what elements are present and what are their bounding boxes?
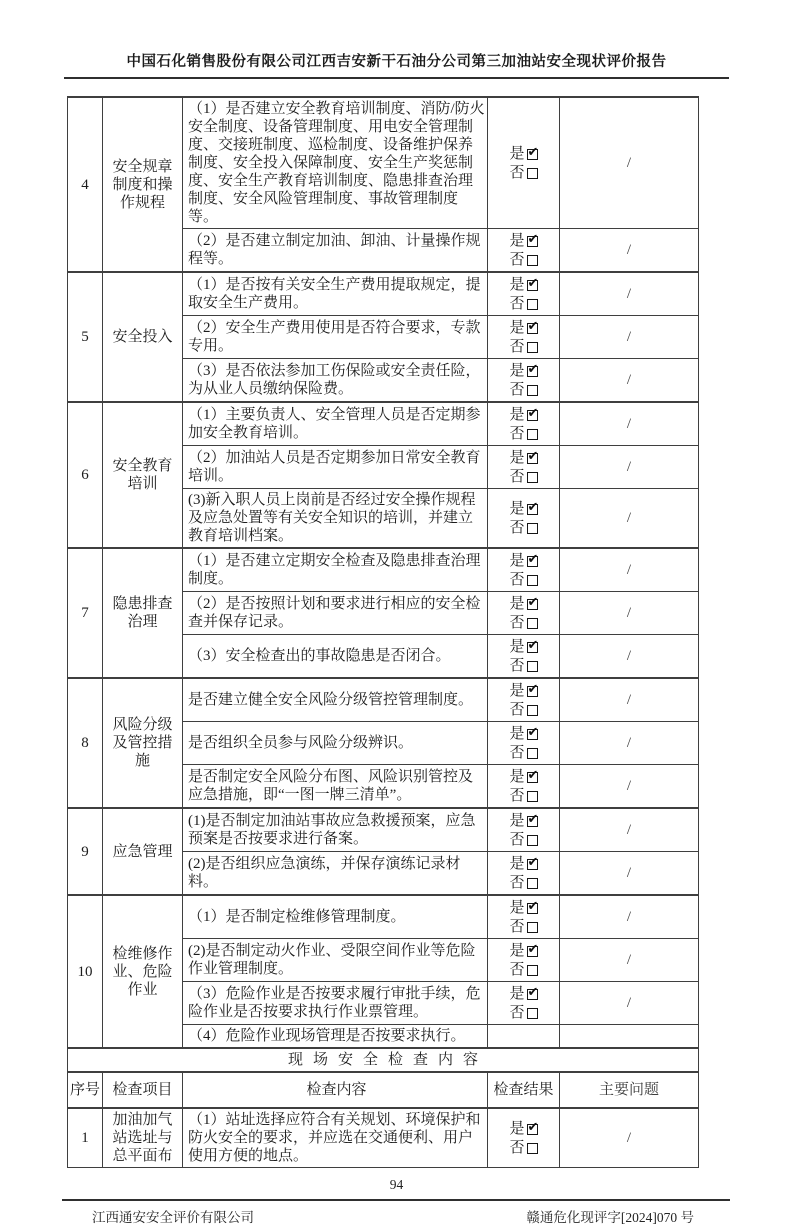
result-checkbox-group <box>509 231 537 269</box>
result-checkbox-group <box>509 898 537 936</box>
checkbox-yes-checked-icon <box>527 642 538 653</box>
row-number-cell: 8 <box>68 678 103 808</box>
problem-cell: / <box>560 982 699 1025</box>
result-no-label: 否 <box>509 701 525 718</box>
document-footer <box>62 1201 730 1226</box>
checkbox-yes-checked-icon <box>527 989 538 1000</box>
problem-cell: / <box>560 852 699 896</box>
result-no-label: 否 <box>509 961 525 978</box>
content-cell: （1）是否建立安全教育培训制度、消防/防火安全制度、设备管理制度、用电安全管理制度、交接班制度、巡检制度、设备维护保养制度、安全投入保障制度、安全生产奖惩制度、安全生产教育培训制度、隐患排查治理制度、安全风险管理制度、事故管理制度等。 <box>183 97 488 229</box>
result-cell <box>488 808 560 852</box>
checkbox-no-unchecked-icon <box>527 705 538 716</box>
result-no-line <box>509 830 537 849</box>
result-checkbox-group <box>509 499 537 537</box>
result-yes-label: 是 <box>509 362 525 379</box>
result-no-label: 否 <box>509 1139 525 1156</box>
content-cell: （3）危险作业是否按要求履行审批手续，危险作业是否按要求执行作业票管理。 <box>183 982 488 1025</box>
result-checkbox-group <box>509 854 537 892</box>
result-no-label: 否 <box>509 295 525 312</box>
result-no-label: 否 <box>509 381 525 398</box>
problem-cell: / <box>560 895 699 939</box>
result-no-line <box>509 250 537 269</box>
item-cell: 检维修作业、危险作业 <box>103 895 183 1048</box>
checkbox-yes-checked-icon <box>527 236 538 247</box>
result-yes-label: 是 <box>509 682 525 699</box>
result-checkbox-group <box>509 318 537 356</box>
result-no-label: 否 <box>509 831 525 848</box>
result-no-line <box>509 1138 537 1157</box>
checkbox-no-unchecked-icon <box>527 1143 538 1154</box>
result-yes-line <box>509 767 537 786</box>
checkbox-no-unchecked-icon <box>527 575 538 586</box>
problem-cell: / <box>560 229 699 273</box>
checkbox-no-unchecked-icon <box>527 255 538 266</box>
content-cell: 是否组织全员参与风险分级辨识。 <box>183 722 488 765</box>
problem-cell: / <box>560 939 699 982</box>
row-number-cell: 9 <box>68 808 103 895</box>
result-no-line <box>509 743 537 762</box>
result-no-line <box>509 294 537 313</box>
result-no-line <box>509 163 537 182</box>
result-cell <box>488 316 560 359</box>
result-cell <box>488 359 560 403</box>
item-cell: 安全教育培训 <box>103 402 183 548</box>
checkbox-yes-checked-icon <box>527 599 538 610</box>
result-checkbox-group <box>509 1119 537 1157</box>
result-yes-line <box>509 1119 537 1138</box>
check-row <box>68 1108 699 1168</box>
result-no-line <box>509 1003 537 1022</box>
content-cell: (2)是否组织应急演练，并保存演练记录材料。 <box>183 852 488 896</box>
result-no-line <box>509 786 537 805</box>
result-cell <box>488 852 560 896</box>
result-yes-line <box>509 499 537 518</box>
checkbox-yes-checked-icon <box>527 366 538 377</box>
result-no-label: 否 <box>509 657 525 674</box>
content-cell: (3)新入职人员上岗前是否经过安全操作规程及应急处置等有关安全知识的培训，并建立教育培训档案。 <box>183 489 488 549</box>
result-no-line <box>509 518 537 537</box>
result-checkbox-group <box>509 275 537 313</box>
result-checkbox-group <box>509 144 537 182</box>
result-yes-label: 是 <box>509 406 525 423</box>
content-cell: （2）安全生产费用使用是否符合要求，专款专用。 <box>183 316 488 359</box>
document-title: 中国石化销售股份有限公司江西吉安新干石油分公司第三加油站安全现状评价报告 <box>126 54 667 70</box>
result-no-label: 否 <box>509 519 525 536</box>
result-checkbox-group <box>509 767 537 805</box>
content-cell: （3）是否依法参加工伤保险或安全责任险，为从业人员缴纳保险费。 <box>183 359 488 403</box>
result-checkbox-group <box>509 941 537 979</box>
result-no-label: 否 <box>509 251 525 268</box>
check-row <box>68 402 699 446</box>
result-yes-label: 是 <box>509 449 525 466</box>
result-no-label: 否 <box>509 918 525 935</box>
content-cell: (2)是否制定动火作业、受限空间作业等危险作业管理制度。 <box>183 939 488 982</box>
result-cell <box>488 97 560 229</box>
result-no-label: 否 <box>509 164 525 181</box>
content-cell: （1）主要负责人、安全管理人员是否定期参加安全教育培训。 <box>183 402 488 446</box>
problem-cell: / <box>560 489 699 549</box>
result-no-label: 否 <box>509 571 525 588</box>
result-no-label: 否 <box>509 425 525 442</box>
check-row <box>68 272 699 316</box>
result-yes-line <box>509 275 537 294</box>
check-row <box>68 678 699 722</box>
result-yes-line <box>509 594 537 613</box>
checkbox-yes-checked-icon <box>527 1124 538 1135</box>
result-cell <box>488 1025 560 1049</box>
checkbox-yes-checked-icon <box>527 323 538 334</box>
result-no-line <box>509 656 537 675</box>
checkbox-yes-checked-icon <box>527 729 538 740</box>
checkbox-yes-checked-icon <box>527 859 538 870</box>
result-cell <box>488 229 560 273</box>
checkbox-no-unchecked-icon <box>527 791 538 802</box>
result-yes-line <box>509 854 537 873</box>
problem-cell <box>560 1025 699 1049</box>
result-yes-label: 是 <box>509 942 525 959</box>
item-cell: 安全投入 <box>103 272 183 402</box>
row-number-cell: 5 <box>68 272 103 402</box>
result-no-label: 否 <box>509 744 525 761</box>
item-cell: 加油加气站选址与总平面布 <box>103 1108 183 1168</box>
row-number-cell: 4 <box>68 97 103 272</box>
problem-cell: / <box>560 765 699 809</box>
result-cell <box>488 678 560 722</box>
result-cell <box>488 272 560 316</box>
checkbox-no-unchecked-icon <box>527 299 538 310</box>
row-number-cell: 7 <box>68 548 103 678</box>
checkbox-yes-checked-icon <box>527 280 538 291</box>
result-yes-label: 是 <box>509 595 525 612</box>
content-cell: （1）是否按有关安全生产费用提取规定，提取安全生产费用。 <box>183 272 488 316</box>
content-cell: 是否建立健全安全风险分级管控管理制度。 <box>183 678 488 722</box>
page-number: 94 <box>389 1177 404 1192</box>
safety-check-table <box>67 96 699 1168</box>
result-checkbox-group <box>509 594 537 632</box>
result-no-line <box>509 960 537 979</box>
checkbox-no-unchecked-icon <box>527 385 538 396</box>
result-yes-line <box>509 637 537 656</box>
column-header-result: 检查结果 <box>488 1072 560 1108</box>
result-no-label: 否 <box>509 787 525 804</box>
check-row <box>68 808 699 852</box>
checkbox-no-unchecked-icon <box>527 523 538 534</box>
result-yes-label: 是 <box>509 899 525 916</box>
checkbox-no-unchecked-icon <box>527 965 538 976</box>
result-checkbox-group <box>509 811 537 849</box>
result-yes-label: 是 <box>509 985 525 1002</box>
checkbox-no-unchecked-icon <box>527 835 538 846</box>
content-cell: （1）站址选择应符合有关规划、环境保护和防火安全的要求，并应选在交通便利、用户使用方便的地点。 <box>183 1108 488 1168</box>
result-cell <box>488 446 560 489</box>
row-number-cell: 10 <box>68 895 103 1048</box>
result-no-label: 否 <box>509 614 525 631</box>
result-yes-line <box>509 898 537 917</box>
checkbox-yes-checked-icon <box>527 556 538 567</box>
problem-cell: / <box>560 592 699 635</box>
content-cell: （2）是否按照计划和要求进行相应的安全检查并保存记录。 <box>183 592 488 635</box>
checkbox-no-unchecked-icon <box>527 429 538 440</box>
footer-company: 江西通安安全评价有限公司 <box>92 1210 254 1225</box>
problem-cell: / <box>560 678 699 722</box>
result-no-line <box>509 570 537 589</box>
result-no-label: 否 <box>509 874 525 891</box>
problem-cell: / <box>560 1108 699 1168</box>
content-cell: (1)是否制定加油站事故应急救援预案，应急预案是否按要求进行备案。 <box>183 808 488 852</box>
result-no-line <box>509 424 537 443</box>
header-rule <box>64 77 729 79</box>
content-cell: （1）是否建立定期安全检查及隐患排查治理制度。 <box>183 548 488 592</box>
result-cell <box>488 722 560 765</box>
result-checkbox-group <box>509 405 537 443</box>
column-header-content: 检查内容 <box>183 1072 488 1108</box>
result-yes-line <box>509 984 537 1003</box>
result-cell <box>488 592 560 635</box>
result-checkbox-group <box>509 637 537 675</box>
result-checkbox-group <box>509 724 537 762</box>
column-header-item: 检查项目 <box>103 1072 183 1108</box>
checkbox-no-unchecked-icon <box>527 168 538 179</box>
result-yes-line <box>509 448 537 467</box>
result-yes-line <box>509 724 537 743</box>
result-checkbox-group <box>509 448 537 486</box>
checkbox-no-unchecked-icon <box>527 661 538 672</box>
checkbox-no-unchecked-icon <box>527 748 538 759</box>
column-header-problem: 主要问题 <box>560 1072 699 1108</box>
result-yes-label: 是 <box>509 500 525 517</box>
column-header-no: 序号 <box>68 1072 103 1108</box>
result-yes-label: 是 <box>509 276 525 293</box>
problem-cell: / <box>560 402 699 446</box>
result-yes-label: 是 <box>509 552 525 569</box>
result-cell <box>488 548 560 592</box>
result-yes-line <box>509 811 537 830</box>
result-no-label: 否 <box>509 468 525 485</box>
checkbox-yes-checked-icon <box>527 903 538 914</box>
result-checkbox-group <box>509 361 537 399</box>
problem-cell: / <box>560 548 699 592</box>
result-cell <box>488 489 560 549</box>
result-cell <box>488 635 560 679</box>
content-cell: （3）安全检查出的事故隐患是否闭合。 <box>183 635 488 679</box>
result-cell <box>488 895 560 939</box>
check-row <box>68 97 699 229</box>
checkbox-no-unchecked-icon <box>527 342 538 353</box>
result-yes-line <box>509 361 537 380</box>
item-cell: 应急管理 <box>103 808 183 895</box>
checkbox-no-unchecked-icon <box>527 922 538 933</box>
problem-cell: / <box>560 635 699 679</box>
result-yes-line <box>509 941 537 960</box>
result-no-line <box>509 337 537 356</box>
row-number-cell: 6 <box>68 402 103 548</box>
problem-cell: / <box>560 359 699 403</box>
checkbox-no-unchecked-icon <box>527 1008 538 1019</box>
checkbox-yes-checked-icon <box>527 453 538 464</box>
result-no-line <box>509 917 537 936</box>
result-cell <box>488 982 560 1025</box>
checkbox-yes-checked-icon <box>527 149 538 160</box>
result-yes-label: 是 <box>509 725 525 742</box>
problem-cell: / <box>560 316 699 359</box>
footer-doc-number: 赣通危化现评字[2024]070 号 <box>526 1210 694 1225</box>
result-no-label: 否 <box>509 1004 525 1021</box>
problem-cell: / <box>560 808 699 852</box>
result-checkbox-group <box>509 551 537 589</box>
result-cell <box>488 939 560 982</box>
result-yes-line <box>509 551 537 570</box>
row-number-cell: 1 <box>68 1108 103 1168</box>
problem-cell: / <box>560 272 699 316</box>
checkbox-yes-checked-icon <box>527 686 538 697</box>
result-cell <box>488 402 560 446</box>
result-yes-label: 是 <box>509 812 525 829</box>
result-yes-label: 是 <box>509 855 525 872</box>
result-no-line <box>509 700 537 719</box>
problem-cell: / <box>560 97 699 229</box>
result-yes-label: 是 <box>509 232 525 249</box>
item-cell: 安全规章制度和操作规程 <box>103 97 183 272</box>
item-cell: 隐患排查治理 <box>103 548 183 678</box>
result-no-label: 否 <box>509 338 525 355</box>
result-checkbox-group <box>509 681 537 719</box>
checkbox-yes-checked-icon <box>527 946 538 957</box>
problem-cell: / <box>560 446 699 489</box>
column-header-row <box>68 1072 699 1108</box>
result-no-line <box>509 467 537 486</box>
check-row <box>68 548 699 592</box>
result-no-line <box>509 873 537 892</box>
result-no-line <box>509 380 537 399</box>
result-yes-label: 是 <box>509 1120 525 1137</box>
result-yes-line <box>509 318 537 337</box>
result-cell <box>488 1108 560 1168</box>
result-no-line <box>509 613 537 632</box>
content-cell: （1）是否制定检维修管理制度。 <box>183 895 488 939</box>
result-yes-label: 是 <box>509 319 525 336</box>
result-checkbox-group <box>509 984 537 1022</box>
section-title: 现场安全检查内容 <box>68 1048 699 1072</box>
content-cell: （2）加油站人员是否定期参加日常安全教育培训。 <box>183 446 488 489</box>
result-yes-line <box>509 681 537 700</box>
checkbox-yes-checked-icon <box>527 816 538 827</box>
checkbox-no-unchecked-icon <box>527 878 538 889</box>
result-yes-line <box>509 144 537 163</box>
checkbox-yes-checked-icon <box>527 772 538 783</box>
checkbox-yes-checked-icon <box>527 410 538 421</box>
result-yes-label: 是 <box>509 145 525 162</box>
checkbox-no-unchecked-icon <box>527 618 538 629</box>
checkbox-no-unchecked-icon <box>527 472 538 483</box>
content-cell: 是否制定安全风险分布图、风险识别管控及应急措施，即“一图一牌三清单”。 <box>183 765 488 809</box>
checkbox-yes-checked-icon <box>527 504 538 515</box>
problem-cell: / <box>560 722 699 765</box>
result-yes-label: 是 <box>509 768 525 785</box>
section-header-row <box>68 1048 699 1072</box>
content-cell: （4）危险作业现场管理是否按要求执行。 <box>183 1025 488 1049</box>
result-yes-line <box>509 405 537 424</box>
result-cell <box>488 765 560 809</box>
item-cell: 风险分级及管控措施 <box>103 678 183 808</box>
result-yes-label: 是 <box>509 638 525 655</box>
content-cell: （2）是否建立制定加油、卸油、计量操作规程等。 <box>183 229 488 273</box>
result-yes-line <box>509 231 537 250</box>
check-row <box>68 895 699 939</box>
